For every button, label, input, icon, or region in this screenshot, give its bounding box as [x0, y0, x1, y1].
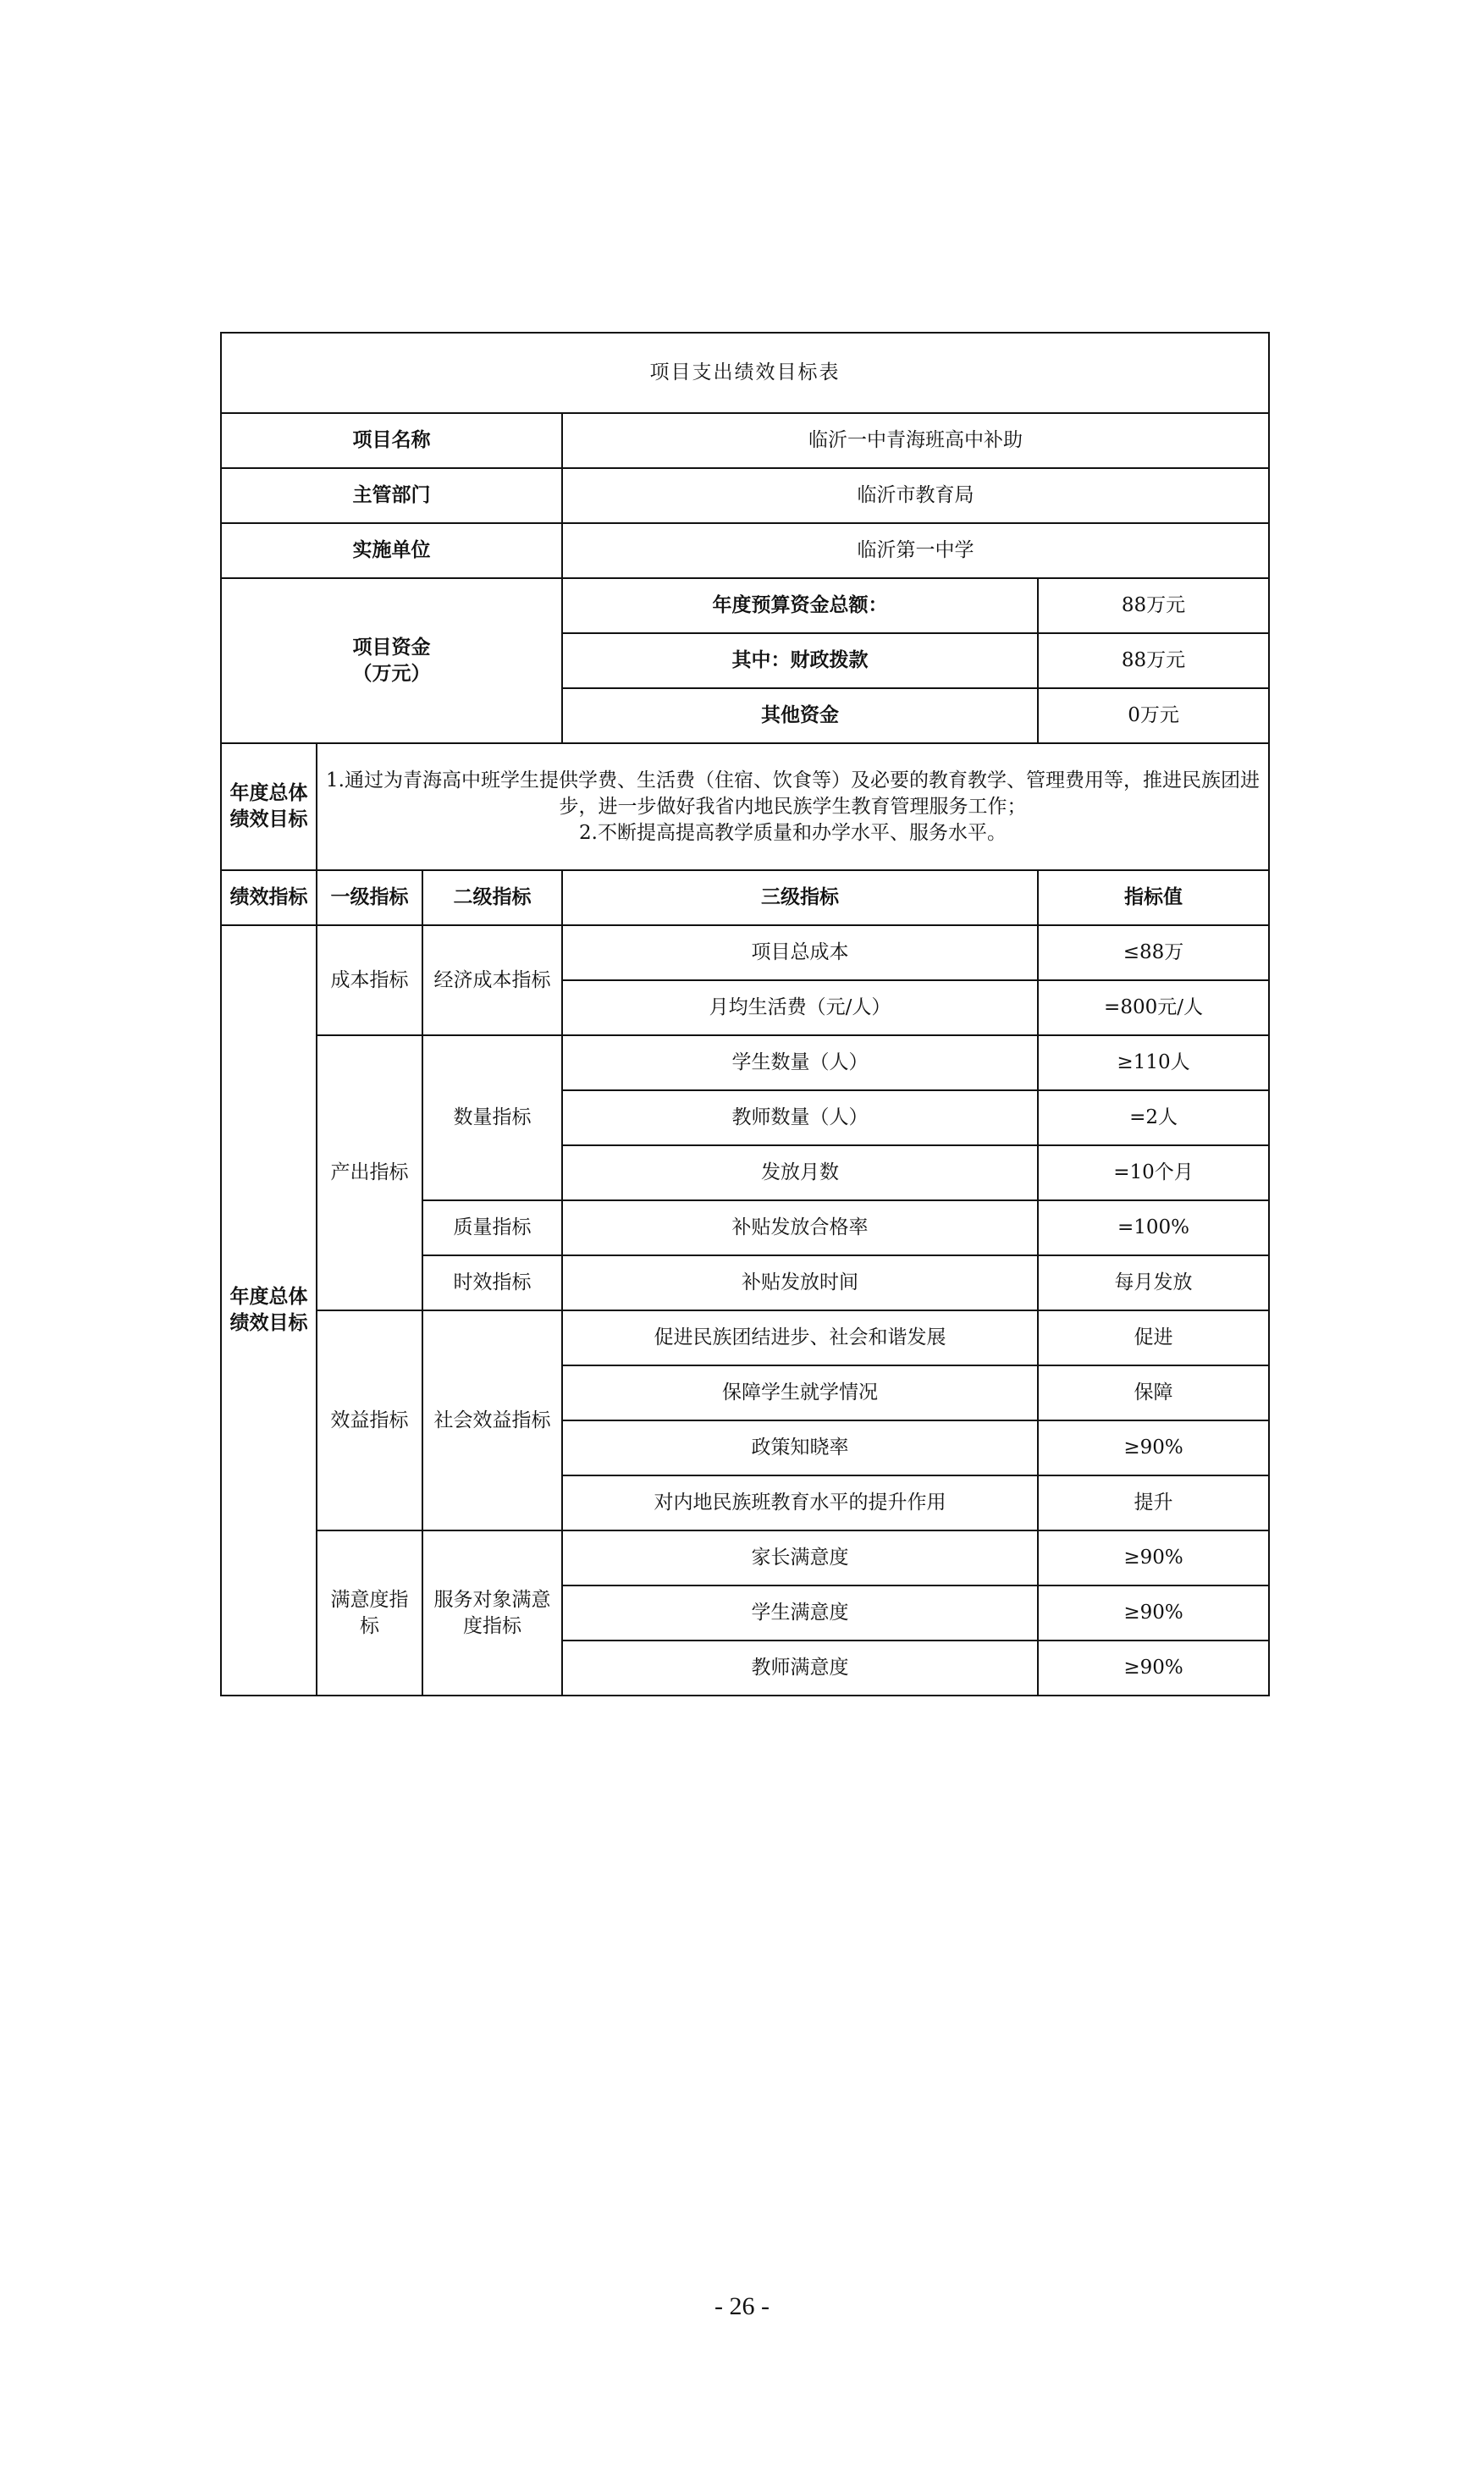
indicator-value: ≥90% [1038, 1641, 1269, 1696]
level2-quality: 质量指标 [422, 1200, 562, 1255]
indicator-value: 促进 [1038, 1310, 1269, 1365]
indicator-value: ≤88万 [1038, 925, 1269, 980]
funds-fiscal-value: 88万元 [1038, 633, 1269, 688]
indicator-value: =2人 [1038, 1090, 1269, 1145]
indicator-name: 月均生活费（元/人） [562, 980, 1038, 1035]
level2-timeliness: 时效指标 [422, 1255, 562, 1310]
indicator-name: 政策知晓率 [562, 1420, 1038, 1475]
annual-goal-label [221, 743, 317, 870]
header-level3: 三级指标 [562, 870, 1038, 925]
header-indicator: 绩效指标 [221, 870, 317, 925]
unit-value: 临沂第一中学 [562, 523, 1269, 578]
department-value: 临沂市教育局 [562, 468, 1269, 523]
level2-service-satisfaction: 服务对象满意度指标 [422, 1530, 562, 1696]
indicator-value: ≥90% [1038, 1530, 1269, 1585]
annual-goal-line-1: 1.通过为青海高中班学生提供学费、生活费（住宿、饮食等）及必要的教育教学、管理费用等，推进民族团进步，进一步做好我省内地民族学生教育管理服务工作； [326, 769, 1260, 818]
indicator-name: 发放月数 [562, 1145, 1038, 1200]
indicator-name: 补贴发放合格率 [562, 1200, 1038, 1255]
funds-fiscal-label: 其中：财政拨款 [562, 633, 1038, 688]
department-label: 主管部门 [221, 468, 562, 523]
funds-label [221, 578, 562, 743]
indicator-side-label [221, 925, 317, 1696]
project-name-value: 临沂一中青海班高中补助 [562, 413, 1269, 468]
indicator-side-label-line1: 年度总体 [229, 1286, 308, 1308]
indicator-name: 补贴发放时间 [562, 1255, 1038, 1310]
funds-other-value: 0万元 [1038, 688, 1269, 743]
funds-total-label: 年度预算资金总额： [562, 578, 1038, 633]
level1-output: 产出指标 [317, 1035, 422, 1310]
level2-social-benefit: 社会效益指标 [422, 1310, 562, 1530]
level1-cost: 成本指标 [317, 925, 422, 1035]
unit-label: 实施单位 [221, 523, 562, 578]
level1-satisfaction: 满意度指标 [317, 1530, 422, 1696]
indicator-name: 教师数量（人） [562, 1090, 1038, 1145]
indicator-value: 每月发放 [1038, 1255, 1269, 1310]
table-title: 项目支出绩效目标表 [221, 333, 1269, 413]
indicator-value: 提升 [1038, 1475, 1269, 1530]
header-level1: 一级指标 [317, 870, 422, 925]
indicator-name: 教师满意度 [562, 1641, 1038, 1696]
indicator-name: 项目总成本 [562, 925, 1038, 980]
annual-goal-line-2: 2.不断提高提高教学质量和办学水平、服务水平。 [579, 821, 1007, 844]
indicator-value: =10个月 [1038, 1145, 1269, 1200]
annual-goal-text [317, 743, 1269, 870]
indicator-name: 学生满意度 [562, 1585, 1038, 1641]
header-level2: 二级指标 [422, 870, 562, 925]
annual-goal-label-line2: 绩效目标 [229, 808, 308, 830]
annual-goal-label-line1: 年度总体 [229, 782, 308, 804]
header-value: 指标值 [1038, 870, 1269, 925]
level2-economic-cost: 经济成本指标 [422, 925, 562, 1035]
funds-label-line1: 项目资金 [352, 636, 431, 659]
level1-benefit: 效益指标 [317, 1310, 422, 1530]
indicator-value: 保障 [1038, 1365, 1269, 1420]
indicator-value: =100% [1038, 1200, 1269, 1255]
indicator-value: =800元/人 [1038, 980, 1269, 1035]
level2-quantity: 数量指标 [422, 1035, 562, 1200]
performance-target-table [220, 332, 1270, 1696]
funds-other-label: 其他资金 [562, 688, 1038, 743]
indicator-name: 学生数量（人） [562, 1035, 1038, 1090]
page-number: - 26 - [714, 2292, 770, 2320]
indicator-name: 家长满意度 [562, 1530, 1038, 1585]
indicator-side-label-line2: 绩效目标 [229, 1312, 308, 1334]
funds-label-line2: （万元） [352, 662, 431, 685]
indicator-value: ≥90% [1038, 1420, 1269, 1475]
project-name-label: 项目名称 [221, 413, 562, 468]
indicator-value: ≥110人 [1038, 1035, 1269, 1090]
funds-total-value: 88万元 [1038, 578, 1269, 633]
indicator-value: ≥90% [1038, 1585, 1269, 1641]
indicator-name: 促进民族团结进步、社会和谐发展 [562, 1310, 1038, 1365]
indicator-name: 保障学生就学情况 [562, 1365, 1038, 1420]
indicator-name: 对内地民族班教育水平的提升作用 [562, 1475, 1038, 1530]
